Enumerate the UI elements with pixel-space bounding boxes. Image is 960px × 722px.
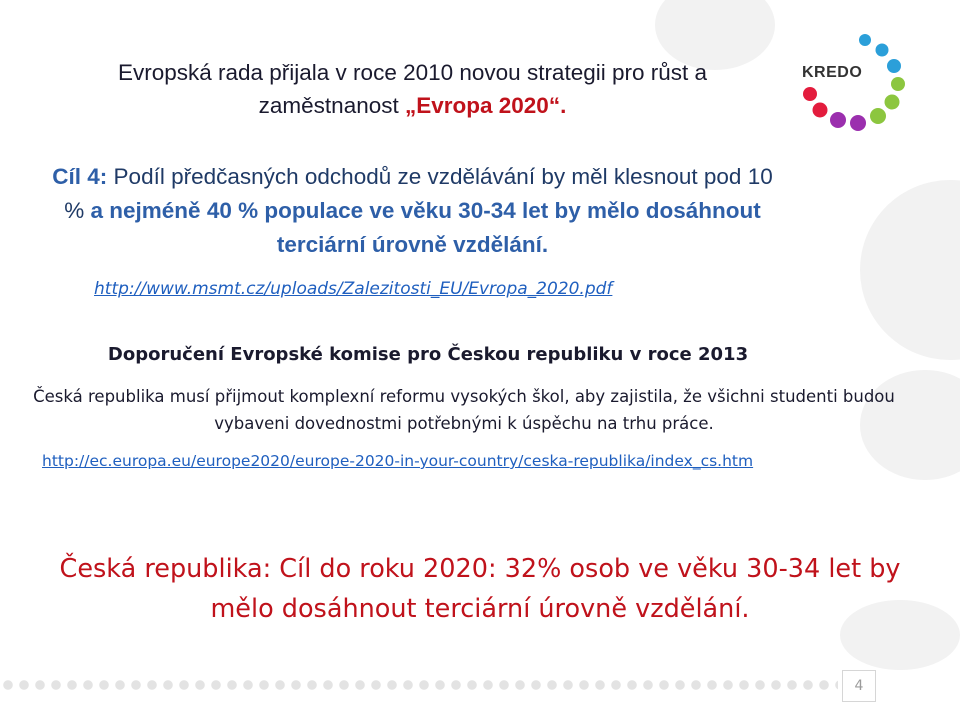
logo-dot <box>803 87 817 101</box>
goal-text-bold: a nejméně 40 % populace ve věku 30-34 let by mělo dosáhnout terciární úrovně vzdělání. <box>90 198 761 257</box>
intro-line-2: zaměstnanost <box>258 93 405 118</box>
recommendation-body: Česká republika musí přijmout komplexní reformu vysokých škol, aby zajistila, že všichni studenti budou vybaveni dovednostmi potřebnými k úspěchu na trhu práce. <box>33 387 895 433</box>
intro-line-1: Evropská rada přijala v roce 2010 novou strategii pro růst a <box>117 60 708 85</box>
goal-label: Cíl 4: <box>52 164 108 189</box>
intro-paragraph <box>40 56 785 122</box>
logo-dot <box>830 112 846 128</box>
background-circle <box>860 180 960 360</box>
target-statement: Česká republika: Cíl do roku 2020: 32% osob ve věku 30-34 let by mělo dosáhnout terciární úrovně vzdělání. <box>59 554 901 624</box>
logo-dot <box>876 44 889 57</box>
msmt-link[interactable]: http://www.msmt.cz/uploads/Zalezitosti_EU/Evropa_2020.pdf <box>94 279 613 299</box>
page-number: 4 <box>842 670 876 702</box>
logo-dot <box>850 115 866 131</box>
ec-europa-link[interactable]: http://ec.europa.eu/europe2020/europe-2020-in-your-country/ceska-republika/index_cs.htm <box>42 452 754 470</box>
goal-paragraph <box>40 160 785 262</box>
strategy-name: „Evropa 2020“. <box>404 93 567 118</box>
logo-dot <box>859 34 871 46</box>
logo-dot <box>813 103 828 118</box>
recommendation-title: Doporučení Evropské komise pro Českou republiku v roce 2013 <box>107 344 749 365</box>
logo-dot <box>891 77 905 91</box>
goal-text-plain: Podíl předčasných odchodů ze vzdělávání by měl klesnout pod 10 % <box>64 164 773 223</box>
footer-dot-row <box>0 678 838 692</box>
logo-wordmark: KREDO <box>802 64 863 81</box>
logo-dot <box>887 59 901 73</box>
logo-dot <box>885 95 900 110</box>
logo-dot <box>870 108 886 124</box>
